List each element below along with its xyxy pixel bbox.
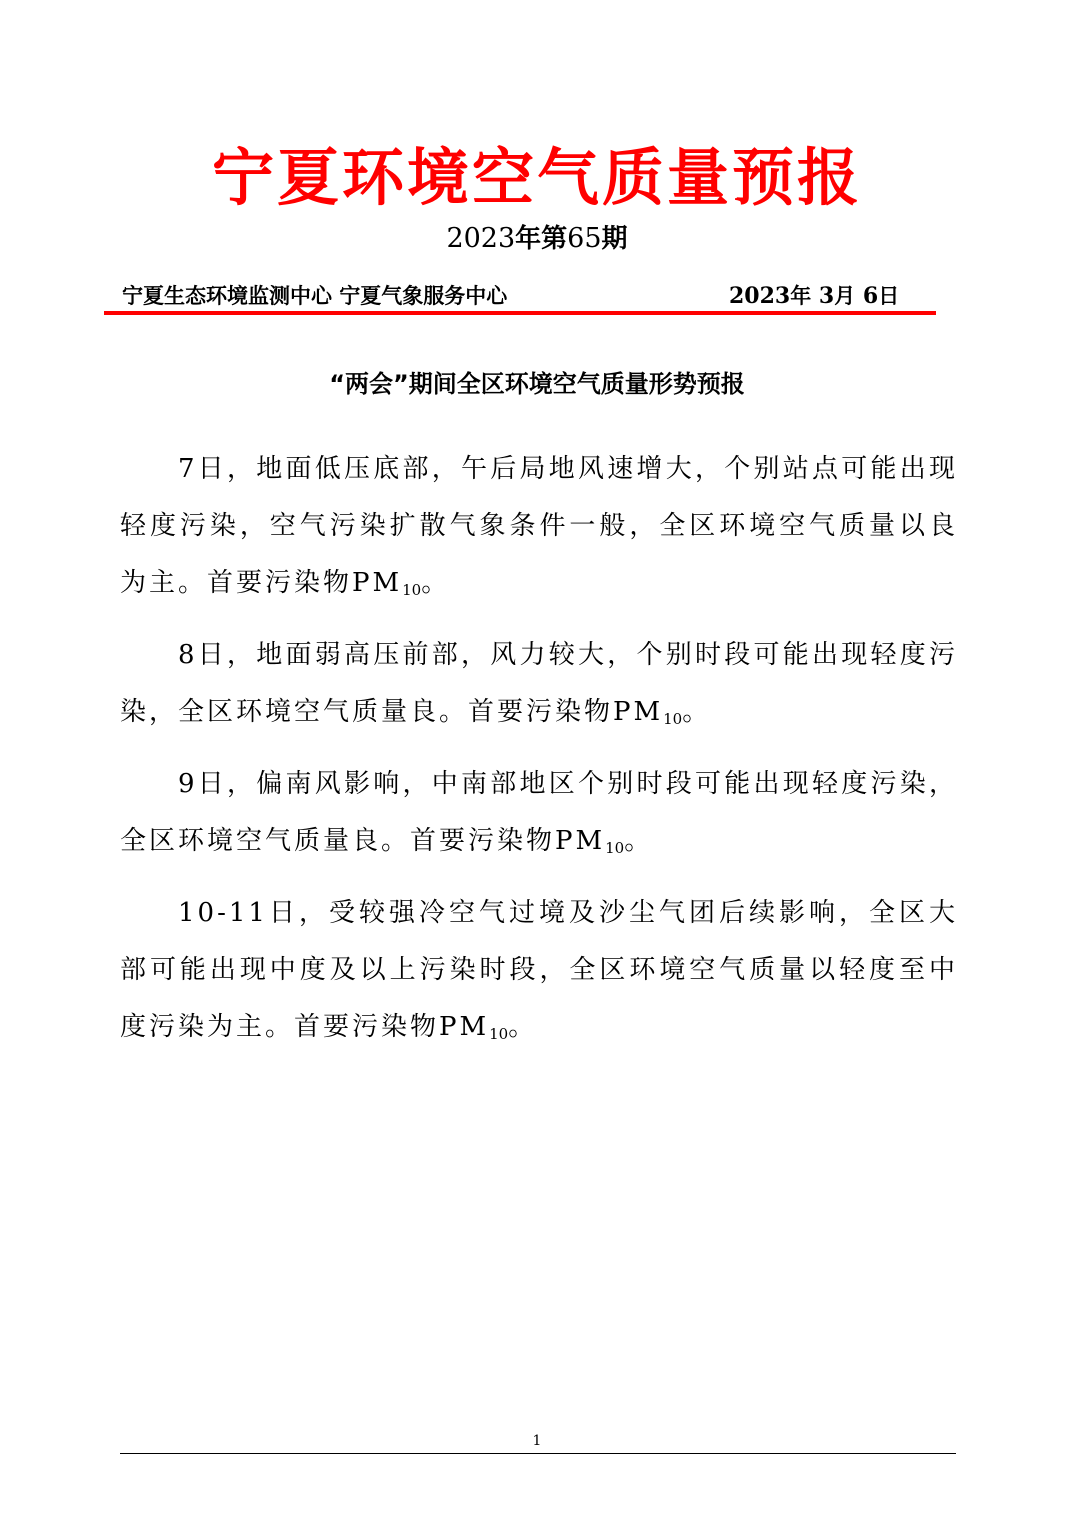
issue-number-suffix: 期 [601,224,628,254]
date-day: 6 [862,283,879,309]
paragraph-text: 8日，地面弱高压前部，风力较大，个别时段可能出现轻度污染，全区环境空气质量良。首要污染物PM [120,640,958,727]
issuing-agencies: 宁夏生态环境监测中心 宁夏气象服务中心 [122,284,508,308]
paragraph-tail: 。 [508,1012,538,1042]
issue-number-line [0,218,1074,255]
paragraph-tail: 。 [682,697,712,727]
paragraph-tail: 。 [421,568,451,598]
date-year-suffix: 年 [790,284,812,308]
paragraph-text: 7日，地面低压底部，午后局地风速增大，个别站点可能出现轻度污染，空气污染扩散气象条件一般，全区环境空气质量以良为主。首要污染物PM [120,454,958,598]
issue-number: 65 [567,223,602,254]
header-divider [104,311,936,315]
paragraph-text: 10-11日，受较强冷空气过境及沙尘气团后续影响，全区大部可能出现中度及以上污染时段，全区环境空气质量以轻度至中度污染为主。首要污染物PM [120,898,958,1042]
paragraph-text: 9日，偏南风影响，中南部地区个别时段可能出现轻度污染，全区环境空气质量良。首要污染物PM [120,769,958,856]
pm-subscript: 10 [489,1025,509,1043]
date-day-suffix: 日 [878,284,900,308]
paragraph [120,756,958,873]
article-body [120,441,958,1071]
date-year: 2023 [729,283,791,309]
paragraph-tail: 。 [624,826,654,856]
issue-year: 2023 [446,223,516,254]
pm-subscript: 10 [402,581,422,599]
pm-subscript: 10 [663,710,683,728]
page-number: 1 [532,1433,542,1449]
date-month-suffix: 月 [834,284,856,308]
footer-divider [120,1453,956,1454]
pm-subscript: 10 [605,839,625,857]
issue-year-suffix: 年第 [515,224,568,254]
date-month: 3 [818,283,835,309]
paragraph [120,441,958,615]
paragraph [120,627,958,744]
issue-date [729,280,899,310]
article-title: “两会”期间全区环境空气质量形势预报 [329,370,745,398]
document-title: 宁夏环境空气质量预报 [211,141,862,214]
paragraph [120,885,958,1059]
